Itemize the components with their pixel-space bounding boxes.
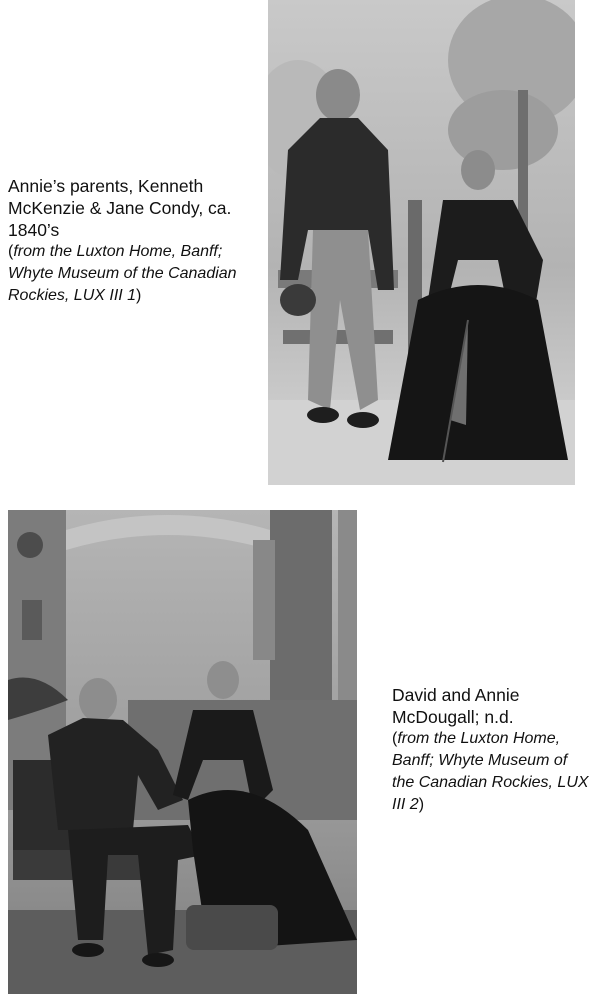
credit-close-paren: ) <box>136 287 142 304</box>
caption-credit <box>8 241 258 307</box>
credit-source: from the Luxton Home, Banff; Whyte Museum of the Canadian Rockies, LUX III 1 <box>8 243 237 304</box>
credit-source: from the Luxton Home, Banff; Whyte Museum of the Canadian Rockies, LUX III 2 <box>392 730 589 813</box>
credit-open-paren: ( <box>392 730 398 747</box>
portrait-photo-illustration <box>8 510 357 994</box>
photo-mckenzie-condy <box>268 0 575 485</box>
caption-title: Annie’s parents, Kenneth McKenzie & Jane Condy, ca. 1840’s <box>8 176 232 240</box>
credit-close-paren: ) <box>418 796 425 813</box>
caption-title: David and Annie McDougall; n.d. <box>392 685 520 727</box>
credit-open-paren: ( <box>8 243 14 260</box>
portrait-photo-illustration <box>268 0 575 485</box>
photo-caption-parents <box>8 175 258 307</box>
photo-mcdougall <box>8 510 357 994</box>
photo-caption-mcdougall <box>392 684 592 816</box>
caption-credit <box>392 728 592 816</box>
